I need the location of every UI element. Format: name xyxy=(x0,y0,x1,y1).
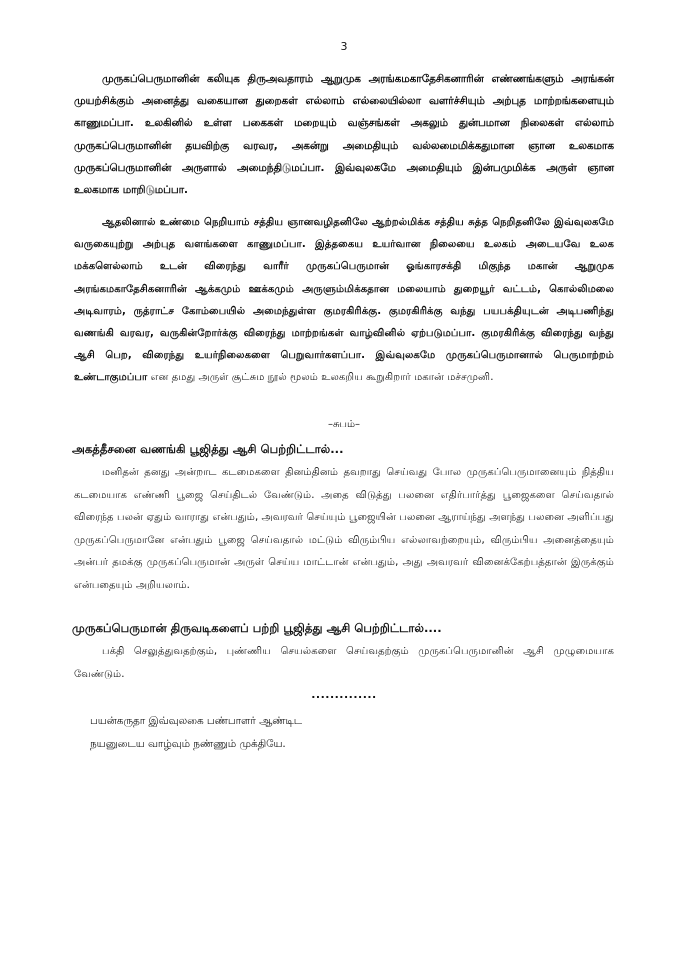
heading-agatheesan: அகத்தீசனை வணங்கி பூஜித்து ஆசி பெற்றிட்டால்... xyxy=(72,442,344,456)
verse-line-2: நயனுடைய வாழ்வும் நண்ணும் முக்தியே. xyxy=(90,738,286,750)
page-number: 3 xyxy=(340,40,348,53)
paragraph-kumaragiri-tail: என தமது அருள் சூட்சும நூல் மூலம் உலகறிய கூறுகிறார் மகான் மச்சமுனி. xyxy=(147,372,494,384)
paragraph-kumaragiri xyxy=(74,212,614,390)
section-separator: –சுபம்– xyxy=(327,419,360,430)
heading-murugan-feet: முருகப்பெருமான் திருவடிகளைப் பற்றி பூஜித்து ஆசி பெற்றிட்டால்.... xyxy=(72,621,442,635)
verse-line-1: பயன்கருதா இவ்வுலகை பண்பாளர் ஆண்டிட xyxy=(90,715,303,727)
dotted-divider: .............. xyxy=(311,688,377,701)
closing-verse xyxy=(90,710,510,756)
paragraph-blessing: பக்தி செலுத்துவதற்கும், புண்ணிய செயல்களை செய்வதற்கும் முருகப்பெருமானின் ஆசி முழுமையாக வேண்டும். xyxy=(74,646,614,680)
paragraph-daily-worship: மனிதன் தனது அன்றாட கடமைகளை தினம்தினம் தவறாது செய்வது போல முருகப்பெருமானையும் நித்திய கடமையாக எண்ணி பூஜை செய்திடல் வேண்டும். அதை விடுத்து பலனை எதிர்பார்த்து பூஜைகளை செய்வதால் விரைந்த பலன் ஏதும் வாராது என்பதும், அவரவர் செய்யும் பூஜையின் பலனை ஆராய்ந்து அளந்து பலனை அளிப்பது முருகப்பெருமானே என்பதும் பூஜை செய்வதால் மட்டும் விரும்பிய எல்லாவற்றையும், விரும்பிய அனைத்தையும் அன்பர் தமக்கு முருகப்பெருமான் அருள் செய்ய மாட்டான் என்பதும், அது அவரவர் வினைக்கேற்பத்தான் இருக்கும் என்பதையும் அறியலாம். xyxy=(74,467,614,591)
paragraph-intro: முருகப்பெருமானின் கலியுக திருஅவதாரம் ஆறுமுக அரங்கமகாதேசிகனாரின் எண்ணங்களும் அரங்கன் முயற்சிக்கும் அனைத்து வகையான துறைகள் எல்லாம் எல்லையில்லா வளர்ச்சியும் அற்புத மாற்றங்களையும் காணுமப்பா. உலகினில் உள்ள பகைகள் மறையும் வஞ்சங்கள் அகலும் துன்பமான நிலைகள் எல்லாம் முருகப்பெருமானின் தயவிற்கு வரவர, அகன்று அமைதியும் வல்லமைமிக்கதுமான ஞான உலகமாக முருகப்பெருமானின் அருளால் அமைந்திடுமப்பா. இவ்வுலகமே அமைதியும் இன்பமுமிக்க அருள் ஞான உலகமாக மாறிடுமப்பா. xyxy=(74,73,614,197)
paragraph-kumaragiri-bold: ஆதலினால் உண்மை நெறியாம் சத்திய ஞானவழிதனிலே ஆற்றல்மிக்க சத்திய சுத்த நெறிதனிலே இவ்வுலகமே வருகையுற்று அற்புத வளங்களை காணுமப்பா. இத்தகைய உயர்வான நிலையை உலகம் அடையவே உலக மக்களெல்லாம் உடன் விரைந்து வாரீர் முருகப்பெருமான் ஓங்காரசக்தி மிகுந்த மகான் ஆறுமுக அரங்கமகாதேசிகனாரின் ஆக்கமும் ஊக்கமும் அருளும்மிக்கதான மலையாம் துறையூர் வட்டம், கொல்லிமலை அடிவாரம், ருத்ராட்ச கோம்பையில் அமைந்துள்ள குமரகிரிக்கு. குமரகிரிக்கு வந்து பயபக்தியுடன் அடிபணிந்து வணங்கி வரவர, வருகின்றோர்க்கு விரைந்து மாற்றங்கள் வாழ்வினில் ஏற்படுமப்பா. குமரகிரிக்கு விரைந்து வந்து ஆசி பெற, விரைந்து உயர்நிலைகளை பெறுவார்களப்பா. இவ்வுலகமே முருகப்பெருமானால் பெருமாற்றம் உண்டாகுமப்பா xyxy=(74,217,614,384)
